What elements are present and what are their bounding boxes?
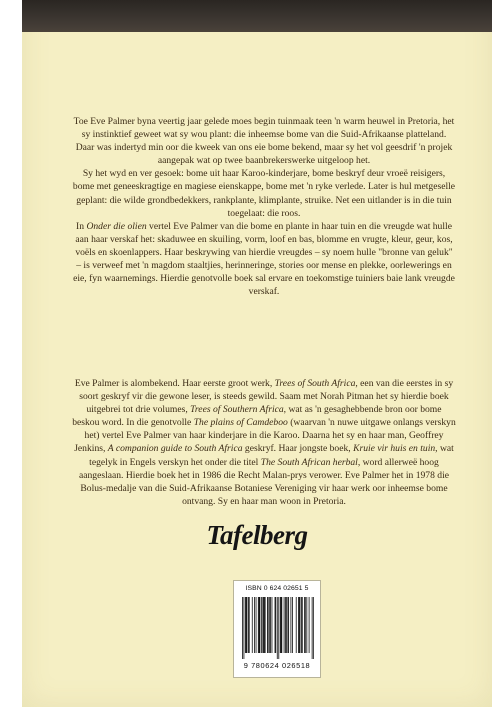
barcode-bar: [300, 597, 301, 653]
barcode-bar: [277, 597, 278, 659]
barcode-bar: [254, 597, 255, 653]
barcode-bars: [242, 597, 314, 659]
barcode-bar: [275, 597, 276, 653]
barcode-bar: [259, 597, 260, 653]
barcode-bar: [265, 597, 266, 653]
book-blurb: [72, 115, 456, 298]
book-title-onder-die-olien: Onder die olien: [86, 220, 147, 232]
isbn-number: ISBN 0 624 02651 5: [245, 585, 309, 592]
barcode-bar: [261, 597, 262, 653]
barcode-bar: [281, 597, 282, 653]
barcode-bar: [299, 597, 300, 653]
barcode-bar: [262, 597, 263, 653]
barcode-bar: [256, 597, 257, 653]
barcode-bar: [258, 597, 259, 653]
barcode-bar: [302, 597, 303, 653]
barcode-bar: [313, 597, 314, 659]
barcode-bar: [304, 597, 305, 653]
blurb-paragraph-1: Toe Eve Palmer byna veertig jaar gelede moes begin tuinmaak teen 'n warm heuwel in Pretoria, het sy instinktief geweet wat sy wou plant: die inheemse bome van die Suid-Afrikaanse platteland. Daar was indertyd min oor die kweek van ons eie bome bekend, maar sy het vol geesdrif 'n projek aangepak wat op twee baanbrekerswerke uitgeloop het.: [73, 116, 455, 167]
book-title: The South African herbal: [260, 456, 358, 468]
book-title: The plains of Camdeboo: [193, 417, 288, 429]
barcode-bar: [245, 597, 246, 653]
barcode-bar: [292, 597, 293, 653]
barcode-bar: [244, 597, 245, 659]
barcode-bar: [268, 597, 269, 653]
barcode-bar: [259, 597, 260, 653]
barcode-bar: [270, 597, 271, 653]
barcode-bar: [269, 597, 270, 653]
barcode-bar: [263, 597, 264, 653]
bio-paragraph: Eve Palmer is alombekend. Haar eerste groot werk, Trees of South Africa, een van die eerstes in sy soort geskryf vir die gewone leser, is steeds gewild. Saam met Norah Pitman het sy hierdie boek uitgebrei tot drie volumes, Trees of Southern Africa, wat as 'n gesaghebbende bron oor bome beskou word. In die genotvolle The plains of Camdeboo (waarvan 'n nuwe uitgawe onlangs verskyn het) vertel Eve Palmer van haar kinderjare in die Karoo. Daarna het sy en haar man, Geoffrey Jenkins, A companion guide to South Africa geskryf. Haar jongste boek, Kruie vir huis en tuin, wat tegelyk in Engels verskyn het onder die titel The South African herbal, word allerweë hoog aangeslaan. Hierdie boek het in 1986 die Recht Malan-prys verower. Eve Palmer het in 1978 die Bolus-medalje van die Suid-Afrikaanse Botaniese Vereniging vir haar werk oor inheemse bome ontvang. Sy en haar man woon in Pretoria.: [72, 378, 456, 507]
blurb-paragraph-2: Sy het wyd en ver gesoek: bome uit haar Karoo-kinderjare, bome beskryf deur vroeë reisigers, bome met geneeskragtige en magiese eienskappe, bome met 'n ryke verlede. Later is hul metgeselle geplant: die wilde grondbedekkers, rankplante, klimplante, struike. Net een uitlander is in die tuin toegelaat: die roos.: [72, 168, 456, 219]
barcode-bar: [298, 597, 299, 653]
barcode-bar: [249, 597, 250, 653]
barcode-bar: [248, 597, 249, 653]
barcode-bar: [252, 597, 253, 653]
book-title: Trees of South Africa: [274, 378, 356, 389]
barcode-bar: [278, 597, 279, 659]
book-title: A companion guide to South Africa: [107, 443, 243, 455]
isbn-barcode: [233, 580, 321, 678]
barcode-bar: [281, 597, 282, 653]
barcode-bar: [284, 597, 285, 653]
back-cover: [22, 0, 492, 707]
barcode-bar: [286, 597, 287, 653]
blurb-paragraph-3: In Onder die olien vertel Eve Palmer van die bome en plante in haar tuin en die vreugde wat hulle aan haar verskaf het: skaduwee en skuiling, vorm, loof en bas, blomme en vrugte, kleur, geur, kos, voëls en skoenlappers. Haar beskrywing van hierdie vreugdes – sy noem hulle "bronne van geluk" – is verweef met 'n magdom staaltjies, herinneringe, stories oor mense en plekke, oorlewerings en eie, fyn waarnemings. Hierdie genotvolle boek sal ervare en toekomstige tuiniers baie lank vreugde verskaf.: [73, 220, 455, 298]
barcode-bar: [264, 597, 265, 653]
barcode-bar: [291, 597, 292, 653]
author-bio: [72, 377, 456, 508]
barcode-bar: [287, 597, 288, 653]
barcode-bar: [242, 597, 243, 659]
barcode-bar: [275, 597, 276, 653]
barcode-bar: [301, 597, 302, 653]
barcode-bar: [272, 597, 273, 653]
barcode-bar: [296, 597, 297, 653]
barcode-bar: [285, 597, 286, 653]
top-dark-band: [22, 0, 492, 32]
barcode-bar: [288, 597, 289, 653]
barcode-bar: [280, 597, 281, 653]
barcode-bar: [312, 597, 313, 659]
barcode-bar: [246, 597, 247, 653]
publisher-logo: Tafelberg: [206, 520, 308, 550]
book-title: Kruie vir huis en tuin: [353, 443, 436, 455]
barcode-bar: [247, 597, 248, 653]
barcode-bar: [267, 597, 268, 653]
ean-number: 9 780624 026518: [243, 661, 311, 670]
book-title: Trees of Southern Africa: [190, 404, 284, 416]
barcode-bar: [306, 597, 307, 653]
barcode-bar: [305, 597, 306, 653]
barcode-bar: [309, 597, 310, 653]
